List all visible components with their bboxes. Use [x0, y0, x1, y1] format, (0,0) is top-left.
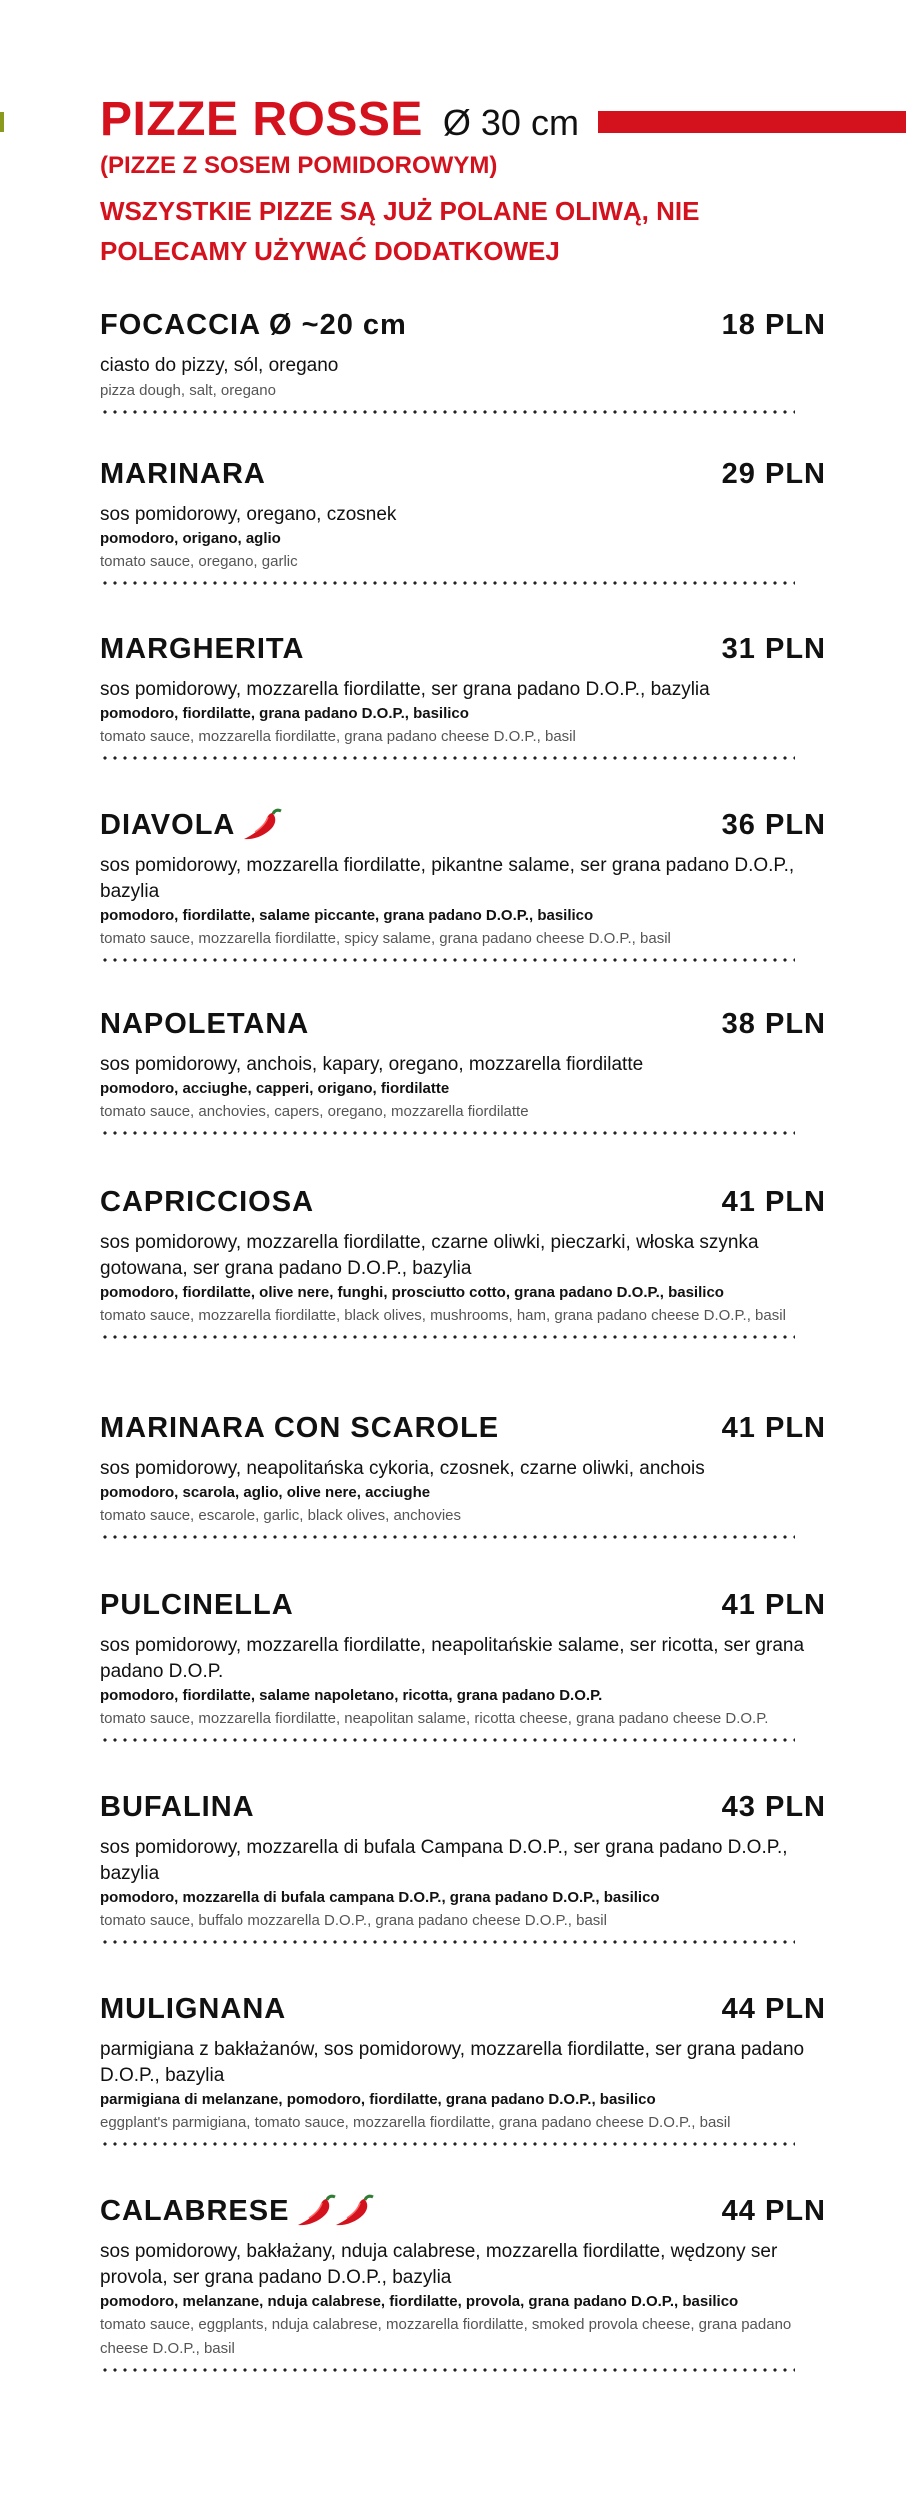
item-desc-en: tomato sauce, mozzarella fiordilatte, grana padano cheese D.O.P., basil: [100, 728, 576, 745]
menu-item-marinara: [100, 454, 826, 586]
item-desc-it: pomodoro, scarola, aglio, olive nere, acciughe: [100, 1484, 431, 1501]
pizza-size: Ø 30 cm: [442, 102, 579, 143]
item-price: 41 PLN: [721, 1588, 826, 1621]
item-name: FOCACCIA Ø ~20 cm: [100, 308, 407, 341]
item-price: 31 PLN: [721, 632, 826, 665]
dotted-divider: [100, 2367, 795, 2373]
item-name: DIAVOLA: [100, 808, 236, 841]
dotted-divider: [100, 409, 795, 415]
menu-item-mulignana: [100, 1989, 826, 2147]
item-name: MARINARA CON SCAROLE: [100, 1411, 500, 1444]
item-desc-en: tomato sauce, escarole, garlic, black olives, anchovies: [100, 1507, 462, 1524]
item-desc-en: pizza dough, salt, oregano: [100, 382, 276, 399]
item-name: MULIGNANA: [100, 1992, 287, 2025]
item-name: NAPOLETANA: [100, 1007, 310, 1040]
item-desc-it: pomodoro, melanzane, nduja calabrese, fiordilatte, provola, grana padano D.O.P., basilico: [100, 2293, 739, 2310]
item-desc-pl: sos pomidorowy, mozzarella di bufala Campana D.O.P., ser grana padano D.O.P., bazylia: [100, 1837, 788, 1884]
item-desc-en: tomato sauce, eggplants, nduja calabrese, mozzarella fiordilatte, smoked provola cheese, grana padano cheese D.O.P., basil: [100, 2316, 792, 2357]
chili-pepper-icon: [333, 2193, 377, 2229]
item-name-wrap: [100, 807, 285, 843]
item-price: 38 PLN: [721, 1007, 826, 1040]
item-price: 36 PLN: [721, 808, 826, 841]
item-desc-pl: sos pomidorowy, mozzarella fiordilatte, pikantne salame, ser grana padano D.O.P., bazylia: [100, 855, 795, 902]
item-price: 41 PLN: [721, 1185, 826, 1218]
dotted-divider: [100, 580, 795, 586]
menu-item-marinara-con-scarole: [100, 1408, 826, 1540]
item-name-wrap: [100, 2193, 377, 2229]
item-desc-en: tomato sauce, buffalo mozzarella D.O.P., grana padano cheese D.O.P., basil: [100, 1912, 607, 1929]
chili-pepper-icon: [241, 807, 285, 843]
item-price: 44 PLN: [721, 2194, 826, 2227]
item-name: MARINARA: [100, 457, 266, 490]
item-name: BUFALINA: [100, 1790, 255, 1823]
item-desc-it: parmigiana di melanzane, pomodoro, fiordilatte, grana padano D.O.P., basilico: [100, 2091, 656, 2108]
item-desc-pl: sos pomidorowy, neapolitańska cykoria, czosnek, czarne oliwki, anchois: [100, 1458, 705, 1479]
menu-item-margherita: [100, 629, 826, 761]
item-name: PULCINELLA: [100, 1588, 294, 1621]
dotted-divider: [100, 2141, 795, 2147]
item-desc-en: tomato sauce, mozzarella fiordilatte, black olives, mushrooms, ham, grana padano cheese D.O.P., basil: [100, 1307, 786, 1324]
item-desc-it: pomodoro, origano, aglio: [100, 530, 281, 547]
item-desc-en: tomato sauce, mozzarella fiordilatte, spicy salame, grana padano cheese D.O.P., basil: [100, 930, 671, 947]
item-desc-pl: ciasto do pizzy, sól, oregano: [100, 355, 339, 376]
menu-item-pulcinella: [100, 1585, 826, 1743]
item-desc-it: pomodoro, fiordilatte, grana padano D.O.P., basilico: [100, 705, 469, 722]
item-price: 18 PLN: [721, 308, 826, 341]
dotted-divider: [100, 755, 795, 761]
item-desc-it: pomodoro, acciughe, capperi, origano, fiordilatte: [100, 1080, 450, 1097]
menu-item-capricciosa: [100, 1182, 826, 1340]
item-desc-it: pomodoro, fiordilatte, salame piccante, grana padano D.O.P., basilico: [100, 907, 594, 924]
item-desc-en: tomato sauce, anchovies, capers, oregano, mozzarella fiordilatte: [100, 1103, 529, 1120]
item-name: CAPRICCIOSA: [100, 1185, 315, 1218]
item-name: CALABRESE: [100, 2194, 290, 2227]
menu-item-napoletana: [100, 1004, 826, 1136]
item-desc-en: tomato sauce, mozzarella fiordilatte, neapolitan salame, ricotta cheese, grana padano cheese D.O.P.: [100, 1710, 769, 1727]
dotted-divider: [100, 1534, 795, 1540]
item-desc-pl: parmigiana z bakłażanów, sos pomidorowy, mozzarella fiordilatte, ser grana padano D.O.P., bazylia: [100, 2039, 805, 2086]
item-price: 44 PLN: [721, 1992, 826, 2025]
item-desc-en: eggplant's parmigiana, tomato sauce, mozzarella fiordilatte, grana padano cheese D.O.P., basil: [100, 2114, 731, 2131]
item-desc-pl: sos pomidorowy, anchois, kapary, oregano, mozzarella fiordilatte: [100, 1054, 644, 1075]
section-header: [100, 92, 830, 271]
item-desc-it: pomodoro, fiordilatte, olive nere, funghi, prosciutto cotto, grana padano D.O.P., basilico: [100, 1284, 724, 1301]
menu-item-diavola: [100, 805, 826, 963]
edge-marker: [0, 112, 4, 132]
item-price: 29 PLN: [721, 457, 826, 490]
item-desc-pl: sos pomidorowy, oregano, czosnek: [100, 504, 397, 525]
oil-note: WSZYSTKIE PIZZE SĄ JUŻ POLANE OLIWĄ, NIE POLECAMY UŻYWAĆ DODATKOWEJ: [100, 196, 700, 266]
dotted-divider: [100, 1130, 795, 1136]
item-desc-it: pomodoro, mozzarella di bufala campana D.O.P., grana padano D.O.P., basilico: [100, 1889, 660, 1906]
item-desc-pl: sos pomidorowy, bakłażany, nduja calabrese, mozzarella fiordilatte, wędzony ser provola, ser grana padano D.O.P., bazylia: [100, 2241, 778, 2288]
menu-item-bufalina: [100, 1787, 826, 1945]
dotted-divider: [100, 1737, 795, 1743]
item-desc-pl: sos pomidorowy, mozzarella fiordilatte, ser grana padano D.O.P., bazylia: [100, 679, 710, 700]
item-desc-pl: sos pomidorowy, mozzarella fiordilatte, czarne oliwki, pieczarki, włoska szynka gotowana, ser grana padano D.O.P., bazylia: [100, 1232, 759, 1279]
menu-item-calabrese: [100, 2191, 826, 2373]
section-subtitle: (PIZZE Z SOSEM POMIDOROWYM): [100, 152, 498, 179]
dotted-divider: [100, 1334, 795, 1340]
dotted-divider: [100, 1939, 795, 1945]
dotted-divider: [100, 957, 795, 963]
item-price: 41 PLN: [721, 1411, 826, 1444]
menu-item-focaccia: [100, 305, 826, 415]
item-desc-en: tomato sauce, oregano, garlic: [100, 553, 298, 570]
item-desc-it: pomodoro, fiordilatte, salame napoletano, ricotta, grana padano D.O.P.: [100, 1687, 603, 1704]
item-price: 43 PLN: [721, 1790, 826, 1823]
section-title: PIZZE ROSSE: [100, 93, 423, 146]
item-desc-pl: sos pomidorowy, mozzarella fiordilatte, neapolitańskie salame, ser ricotta, ser grana padano D.O.P.: [100, 1635, 805, 1682]
item-name: MARGHERITA: [100, 632, 305, 665]
